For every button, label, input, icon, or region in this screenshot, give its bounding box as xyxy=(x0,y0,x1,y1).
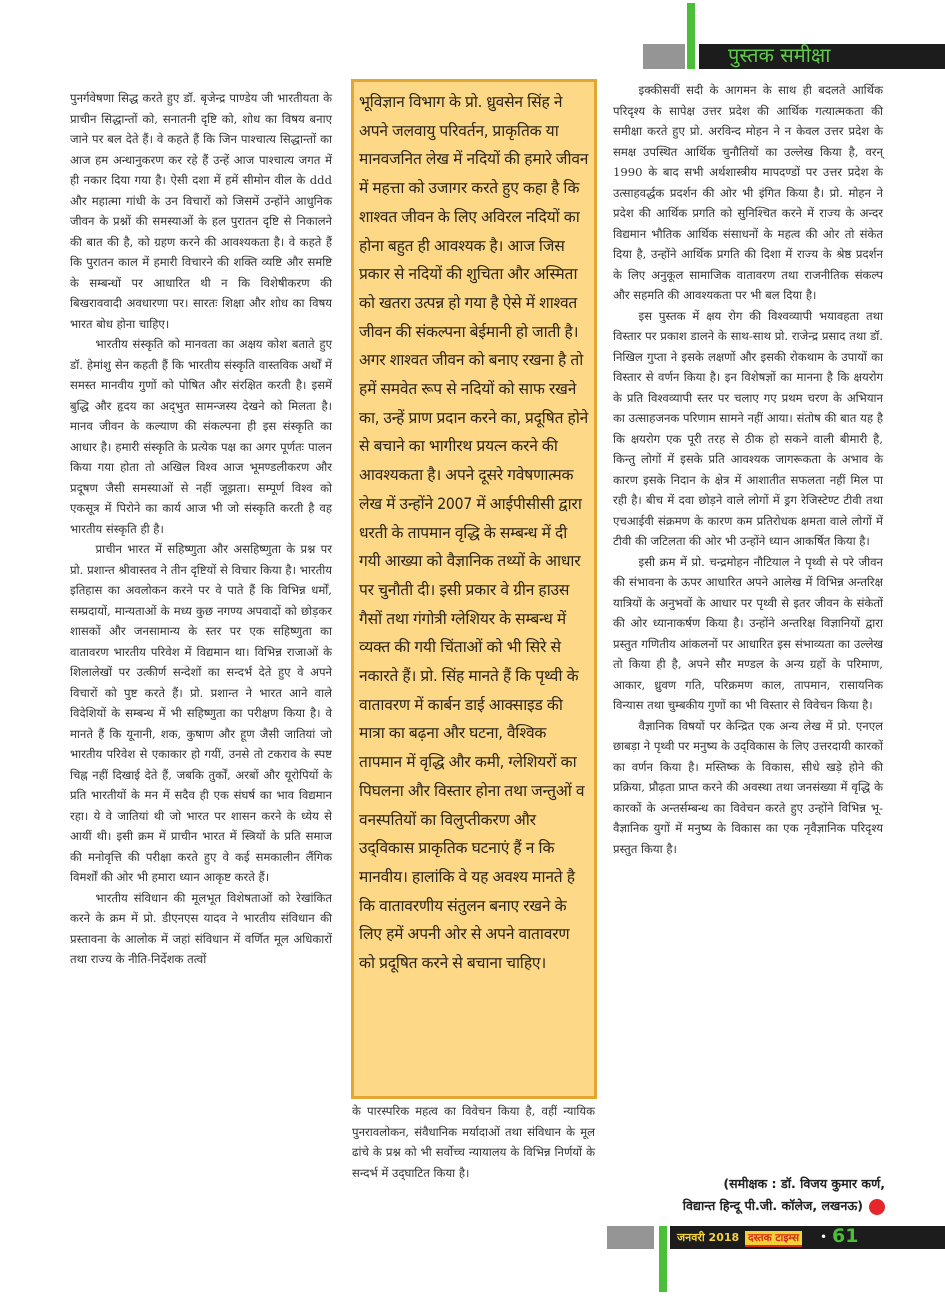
left-paragraph: प्राचीन भारत में सहिष्णुता और असहिष्णुता के प्रश्न पर प्रो. प्रशान्त श्रीवास्तव ने तीन दृष्टियों से विचार किया है। भारतीय इतिहास का अवलोकन करने पर वे पाते हैं कि विभिन्न धर्मों, सम्प्रदायों, मान्यताओं के मध्य कुछ नगण्य अपवादों को छोड़कर शासकों और जनसामान्य के स्तर पर एक सहिष्णुता का वातावरण भारतीय परिवेश में विद्यमान था। विभिन्न राजाओं के शिलालेखों पर उत्कीर्ण सन्देशों का सन्दर्भ देते हुए वे अपने विचारों को पुष्ट करते हैं। प्रो. प्रशान्त ने भारत आने वाले विदेशियों के सम्बन्ध में भी सहिष्णुता का परीक्षण किया है। वे मानते हैं कि यूनानी, शक, कुषाण और हूण जैसी जातियां जो भारतीय परिवेश से एकाकार हो गयीं, उनसे तो टकराव के स्पष्ट चिह्न नहीं दिखाई देते हैं, जबकि तुर्कों, अरबों और यूरोपियों के प्रति भारतीयों के मन में सदैव ही एक संघर्ष का भाव विद्यमान रहा। ये वे जातियां थी जो भारत पर शासन करने के ध्येय से आयीं थी। इसी क्रम में प्राचीन भारत में स्त्रियों के प्रति समाज की मनोवृत्ति की परीक्षा करते हुए वे कई समकालीन लैंगिक विमर्शों की ओर भी हमारा ध्यान आकृष्ट करते हैं। xyxy=(70,542,332,884)
footer-bullet: • xyxy=(820,1230,828,1244)
right-paragraph: इस पुस्तक में क्षय रोग की विश्वव्यापी भयावहता तथा विस्तार पर प्रकाश डालने के साथ-साथ प्रो. राजेन्द्र प्रसाद तथा डॉ. निखिल गुप्ता ने इसके लक्षणों और इसकी रोकथाम के उपायों का विस्तार से वर्णन किया है। इन विशेषज्ञों का मानना है कि क्षयरोग के प्रति विश्वव्यापी स्तर पर चलाए गए प्रथम चरण के अभियान का उत्साहजनक परिणाम सामने नहीं आया। संतोष की बात यह है कि क्षयरोग एक पूरी तरह से ठीक हो सकने वाली बीमारी है, किन्तु लोगों में इसके प्रति आवश्यक जागरूकता के अभाव के कारण इसके निदान के क्षेत्र में आशातीत सफलता नहीं मिल पा रही है। बीच में दवा छोड़ने वाले लोगों में ड्रग रेजिस्टेण्ट टीवी तथा एचआईवी संक्रमण के कारण कम प्रतिरोधक क्षमता वाले लोगों में टीवी की जटिलता की ओर भी उन्होंने ध्यान आकर्षित किया है। xyxy=(613,308,883,548)
footer-grey-block xyxy=(607,1226,654,1249)
end-mark-dot-icon xyxy=(869,1199,885,1215)
right-paragraph: इक्कीसवीं सदी के आगमन के साथ ही बदलते आर्थिक परिदृश्य के सापेक्ष उत्तर प्रदेश की आर्थिक गत्यात्मकता की समीक्षा करते हुए प्रो. अरविन्द मोहन ने न केवल उत्तर प्रदेश के समक्ष उपस्थित आर्थिक चुनौतियों का उल्लेख किया है, वरन् 1990 के बाद सभी अर्थशास्त्रीय मापदण्डों पर उत्तर प्रदेश के उत्साहवर्द्धक प्रदर्शन की ओर भी इंगित किया है। प्रो. मोहन ने प्रदेश की आर्थिक प्रगति को सुनिश्चित करने में राज्य के अन्दर विद्यमान भौतिक आर्थिक संसाधनों के महत्व की ओर तो संकेत दिया है, उन्होंने आर्थिक प्रगति की दिशा में राज्य के श्रेष्ठ प्रदर्शन के लिए अनुकूल सामाजिक वातावरण तथा राजनीतिक संकल्प और सहमति की आवश्यकता पर भी बल दिया है। xyxy=(613,83,883,302)
highlight-box-text: भूविज्ञान विभाग के प्रो. ध्रुवसेन सिंह ने अपने जलवायु परिवर्तन, प्राकृतिक या मानवजनित लेख में नदियों की हमारे जीवन में महत्ता को उजागर करते हुए कहा है कि शाश्वत जीवन के लिए अविरल नदियों का होना बहुत ही आवश्यक है। आज जिस प्रकार से नदियों की शुचिता और अस्मिता को खतरा उत्पन्न हो गया है ऐसे में शाश्वत जीवन की संकल्पना बेईमानी हो जाती है। अगर शाश्वत जीवन को बनाए रखना है तो हमें समवेत रूप से नदियों को साफ रखने का, उन्हें प्राण प्रदान करने का, प्रदूषित होने से बचाने का भागीरथ प्रयत्न करने की आवश्यकता है। अपने दूसरे गवेषणात्मक लेख में उन्होंने 2007 में आईपीसीसी द्वारा धरती के तापमान वृद्धि के सम्बन्ध में दी गयी आख्या को वैज्ञानिक तथ्यों के आधार पर चुनौती दी। इसी प्रकार वे ग्रीन हाउस गैसों तथा गंगोत्री ग्लेशियर के सम्बन्ध में व्यक्त की गयी चिंताओं को भी सिरे से नकारते हैं। प्रो. सिंह मानते हैं कि पृथ्वी के वातावरण में कार्बन डाई आक्साइड की मात्रा का बढ़ना और घटना, वैश्विक तापमान में वृद्धि और कमी, ग्लेशियरों का पिघलना और विस्तार होना तथा जन्तुओं व वनस्पतियों का विलुप्तीकरण और उद्‌विकास प्राकृतिक घटनाएं हैं न कि मानवीय। हालांकि वे यह अवश्य मानते है कि वातावरणीय संतुलन बनाए रखने के लिए हमें अपनी ओर से अपने वातावरण को प्रदूषित करने से बचाना चाहिए। xyxy=(359,93,589,973)
magazine-logo: दस्तक टाइम्स xyxy=(745,1231,802,1247)
left-paragraph: पुनर्गवेषणा सिद्ध करते हुए डॉ. बृजेन्द्र पाण्डेय जी भारतीयता के प्राचीन सिद्धान्तों को, सनातनी दृष्टि को, शोध का विषय बनाए जाने पर बल देते हैं। वे कहते हैं कि जिन पाश्चात्य सिद्धान्तों का आज हम अन्धानुकरण कर रहे हैं उन्हें आज पाश्चात्य जगत में ही नकार दिया गया है। ऐसी दशा में हमें सीमोन वील के ddd और महात्मा गांधी के उन विचारों को जिसमें उन्होंने आधुनिक जीवन के प्रश्नों की समस्याओं के हल पुरातन दृष्टि से निकालने की बात की है, को ग्रहण करने की आवश्यकता है। वे कहते हैं कि पुरातन काल में हमारी विचारने की शक्ति व्यष्टि और समष्टि के सम्बन्धों पर आधारित थी न कि विशेषीकरण की बिखराववादी अवधारणा पर। सारतः शिक्षा और शोध का विषय भारत बोध होना चाहिए। xyxy=(70,91,332,331)
left-paragraph: भारतीय संविधान की मूलभूत विशेषताओं को रेखांकित करने के क्रम में प्रो. डीएनएस यादव ने भारतीय संविधान की प्रस्तावना के आलोक में जहां संविधान में वर्णित मूल अधिकारों तथा राज्य के नीति-निर्देशक तत्वों xyxy=(70,890,332,966)
right-column xyxy=(613,80,883,859)
right-paragraph: इसी क्रम में प्रो. चन्द्रमोहन नौटियाल ने पृथ्वी से परे जीवन की संभावना के ऊपर आधारित अपने आलेख में विभिन्न अन्तरिक्ष यात्रियों के अनुभवों के आधार पर पृथ्वी से इतर जीवन के संकेतों की ओर ध्यानाकर्षण किया है। उन्होंने अन्तरिक्ष विज्ञानियों द्वारा प्रस्तुत गणितीय आंकलनों पर आधारित इस संभाव्यता का उल्लेख तो किया ही है, अपने सौर मण्डल के अन्य ग्रहों के परिमाण, आकार, ध्रुवण गति, परिक्रमण काल, तापमान, रासायनिक विन्यास तथा चुम्बकीय गुणों का भी विस्तार से विवेचन किया है। xyxy=(613,554,883,712)
footer-green-accent-bar xyxy=(659,1226,667,1292)
left-paragraph: भारतीय संस्कृति को मानवता का अक्षय कोश बताते हुए डॉ. हेमांशु सेन कहती हैं कि भारतीय संस्कृति वास्तविक अर्थों में समस्त मानवीय गुणों को पोषित और संरक्षित करती है। इसमें बुद्धि और हृदय का अद्‌भुत सामन्जस्य देखने को मिलता है। मानव जीवन के कल्याण की संकल्पना ही इस संस्कृति का आधार है। हमारी संस्कृति के प्रत्येक पक्ष का अगर पूर्णतः पालन किया गया होता तो अखिल विश्व आज भूमण्डलीकरण और प्रदूषण जैसी समस्याओं से नहीं जूझता। सम्पूर्ण विश्व को एकसूत्र में पिरोने का कार्य आज भी जो संस्कृति करती है वह भारतीय संस्कृति ही है। xyxy=(70,337,332,536)
reviewer-line-2-wrap xyxy=(615,1195,885,1217)
middle-paragraph: के पारस्परिक महत्व का विवेचन किया है, वहीं न्यायिक पुनरावलोकन, संवैधानिक मर्यादाओं तथा संविधान के मूल ढांचे के प्रश्न को भी सर्वोच्च न्यायालय के विभिन्न निर्णयों के सन्दर्भ में उद्‌घाटित किया है। xyxy=(352,1104,595,1180)
reviewer-line-1: (समीक्षक : डॉ. विजय कुमार कर्ण, xyxy=(723,1176,885,1191)
reviewer-line-2: विद्यान्त हिन्दू पी.जी. कॉलेज, लखनऊ) xyxy=(682,1198,863,1213)
left-column xyxy=(70,88,332,970)
highlight-box xyxy=(351,79,597,1099)
header-grey-block xyxy=(643,44,685,69)
middle-column-continuation xyxy=(352,1101,595,1183)
page-number: 61 xyxy=(832,1225,859,1247)
header-green-accent-bar xyxy=(687,3,695,69)
section-title: पुस्तक समीक्षा xyxy=(728,43,831,67)
right-paragraph: वैज्ञानिक विषयों पर केन्द्रित एक अन्य लेख में प्रो. एनएल छाबड़ा ने पृथ्वी पर मनुष्य के उद्‌विकास के लिए उत्तरदायी कारकों का वर्णन किया है। मस्तिष्क के विकास, सीधे खड़े होने की प्रक्रिया, प्रौढ़ता प्राप्त करने की अवस्था तथा जनसंख्या में वृद्धि के कारकों के अन्तर्सम्बन्ध का विवेचन करते हुए उन्होंने विभिन्न भू-वैज्ञानिक युगों में मनुष्य के विकास का एक नृवैज्ञानिक परिदृश्य प्रस्तुत किया है। xyxy=(613,718,883,856)
reviewer-credit xyxy=(615,1173,885,1217)
issue-date: जनवरी 2018 xyxy=(677,1231,740,1244)
